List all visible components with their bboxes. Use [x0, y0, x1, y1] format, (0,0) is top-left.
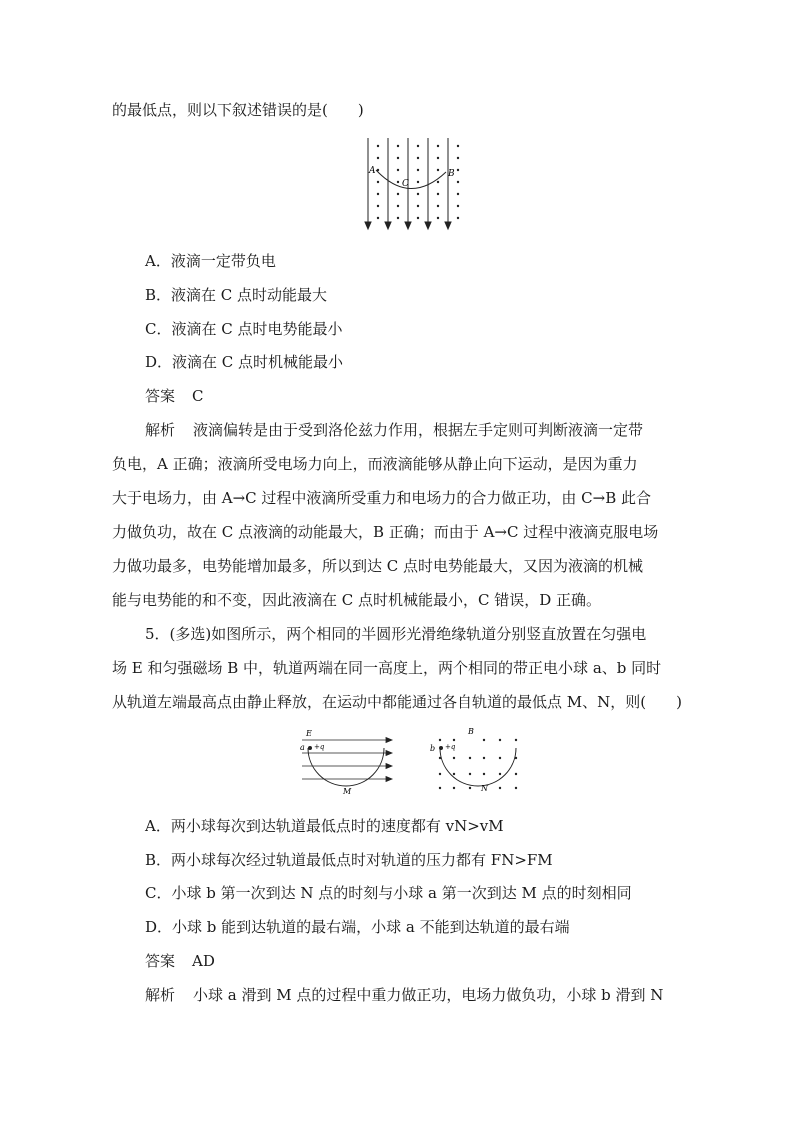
- label-a: A: [369, 166, 376, 176]
- label-charge-b: +q: [445, 743, 456, 751]
- label-charge-a: +q: [314, 743, 325, 751]
- q5-option-a: A．两小球每次到达轨道最低点时的速度都有 vN>vM: [145, 817, 504, 835]
- q5-answer-label: 答案: [145, 952, 176, 970]
- q4-answer: C: [192, 387, 204, 405]
- q5-answer: AD: [192, 952, 215, 970]
- q5-option-d: D．小球 b 能到达轨道的最右端，小球 a 不能到达轨道的最右端: [145, 918, 570, 936]
- q4-option-d: D．液滴在 C 点时机械能最小: [145, 353, 344, 371]
- q4-answer-label: 答案: [145, 387, 176, 405]
- q4-analysis-line: 大于电场力，由 A→C 过程中液滴所受重力和电场力的合力做正功，由 C→B 此合: [112, 489, 652, 507]
- q5-option-b: B．两小球每次经过轨道最低点时对轨道的压力都有 FN>FM: [145, 851, 553, 869]
- q4-option-c: C．液滴在 C 点时电势能最小: [145, 320, 343, 338]
- label-m: M: [343, 787, 352, 796]
- q4-analysis-line: 能与电势能的和不变，因此液滴在 C 点时机械能最小，C 错误，D 正确。: [112, 591, 602, 609]
- label-b: B: [448, 169, 455, 179]
- q5-stem-line: 从轨道左端最高点由静止释放，在运动中都能通过各自轨道的最低点 M、N，则( ): [112, 693, 682, 711]
- label-ball-b: b: [430, 744, 436, 753]
- q4-analysis-line: 力做负功，故在 C 点液滴的动能最大，B 正确；而由于 A→C 过程中液滴克服电场: [112, 523, 659, 541]
- q5-stem-line: 5．(多选)如图所示，两个相同的半圆形光滑绝缘轨道分别竖直放置在匀强电: [145, 625, 647, 643]
- q5-analysis-line: 小球 a 滑到 M 点的过程中重力做正功，电场力做负功，小球 b 滑到 N: [193, 986, 664, 1004]
- q4-analysis-line: 负电，A 正确；液滴所受电场力向上，而液滴能够从静止向下运动，是因为重力: [112, 455, 638, 473]
- q5-analysis-label: 解析: [145, 986, 176, 1004]
- label-field-b: B: [468, 727, 474, 736]
- label-e: E: [306, 729, 312, 738]
- label-c: C: [402, 179, 409, 189]
- q5-option-c: C．小球 b 第一次到达 N 点的时刻与小球 a 第一次到达 M 点的时刻相同: [145, 884, 632, 902]
- label-n: N: [481, 784, 488, 793]
- q5-figure-magnetic: [428, 726, 528, 800]
- q4-figure: [360, 136, 470, 236]
- q4-option-a: A．液滴一定带负电: [145, 252, 276, 270]
- q4-stem-tail: 的最低点，则以下叙述错误的是( ): [112, 101, 364, 119]
- label-ball-a: a: [300, 743, 305, 752]
- q5-figure-electric: [296, 728, 396, 802]
- q4-analysis-line: 力做功最多，电势能增加最多，所以到达 C 点时电势能最大，又因为液滴的机械: [112, 557, 644, 575]
- q4-analysis-line: 液滴偏转是由于受到洛伦兹力作用，根据左手定则可判断液滴一定带: [193, 421, 644, 439]
- q4-analysis-label: 解析: [145, 421, 176, 439]
- q4-option-b: B．液滴在 C 点时动能最大: [145, 286, 328, 304]
- q5-stem-line: 场 E 和匀强磁场 B 中，轨道两端在同一高度上，两个相同的带正电小球 a、b 同时: [112, 659, 662, 677]
